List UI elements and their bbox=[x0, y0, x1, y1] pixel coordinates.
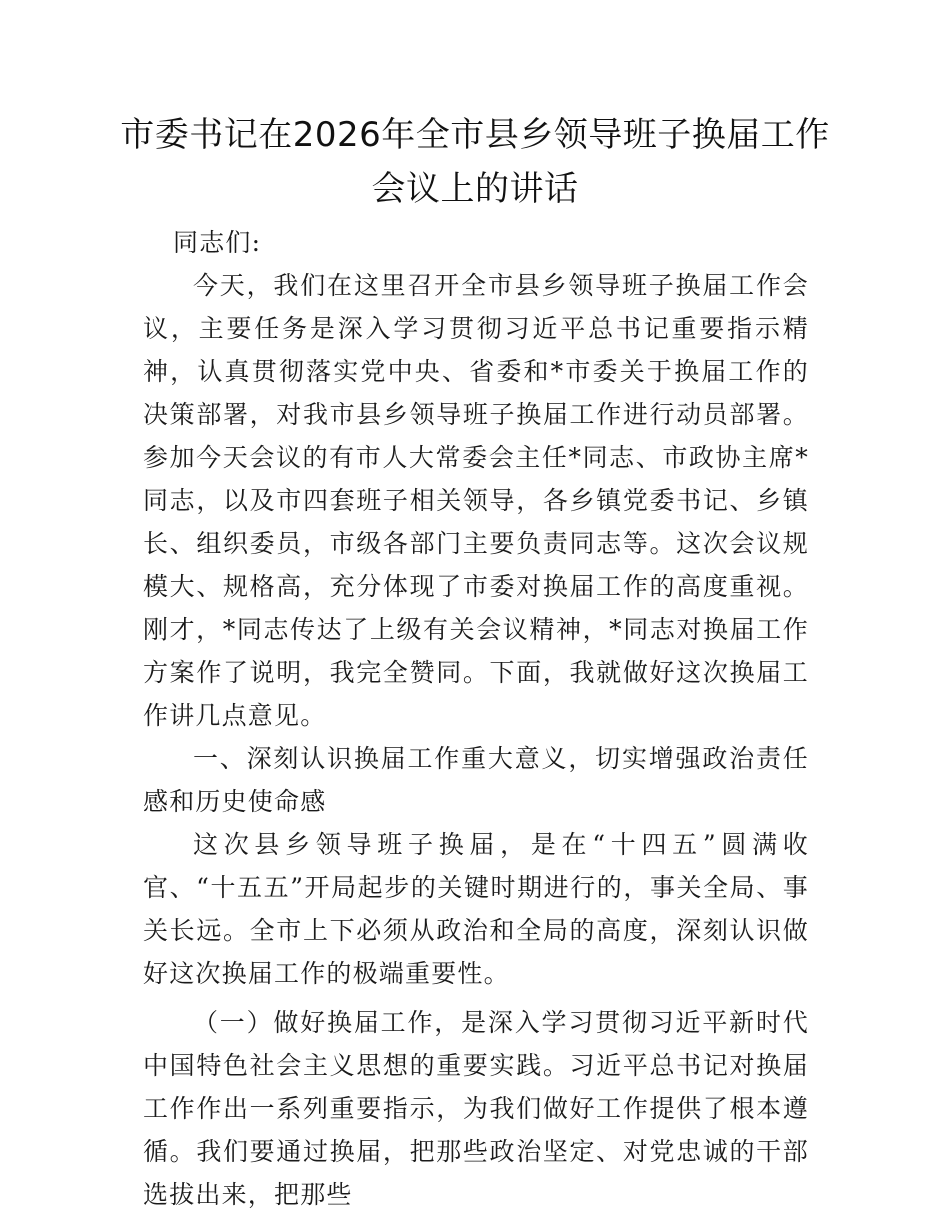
opening-paragraph: 今天，我们在这里召开全市县乡领导班子换届工作会议，主要任务是深入学习贯彻习近平总书记重要指示精神，认真贯彻落实党中央、省委和*市委关于换届工作的决策部署，对我市县乡领导班子换届工作进行动员部署。参加今天会议的有市人大常委会主任*同志、市政协主席*同志，以及市四套班子相关领导，各乡镇党委书记、乡镇长、组织委员，市级各部门主要负责同志等。这次会议规模大、规格高，充分体现了市委对换届工作的高度重视。刚才，*同志传达了上级有关会议精神，*同志对换届工作方案作了说明，我完全赞同。下面，我就做好这次换届工作讲几点意见。 bbox=[143, 271, 809, 730]
section-heading-1: 一、深刻认识换届工作重大意义，切实增强政治责任感和历史使命感 bbox=[143, 744, 809, 816]
document-title: 市委书记在2026年全市县乡领导班子换届工作会议上的讲话 bbox=[120, 115, 830, 209]
body-paragraph: 这次县乡领导班子换届，是在“十四五”圆满收官、“十五五”开局起步的关键时期进行的，事关全局、事关长远。全市上下必须从政治和全局的高度，深刻认识做好这次换届工作的极端重要性。 bbox=[143, 830, 809, 988]
subsection-paragraph-1: （一）做好换届工作，是深入学习贯彻习近平新时代中国特色社会主义思想的重要实践。习近平总书记对换届工作作出一系列重要指示，为我们做好工作提供了根本遵循。我们要通过换届，把那些政治坚定、对党忠诚的干部选拔出来，把那些 bbox=[143, 1008, 809, 1209]
salutation-paragraph: 同志们: bbox=[173, 228, 262, 257]
document-body bbox=[143, 221, 809, 1216]
